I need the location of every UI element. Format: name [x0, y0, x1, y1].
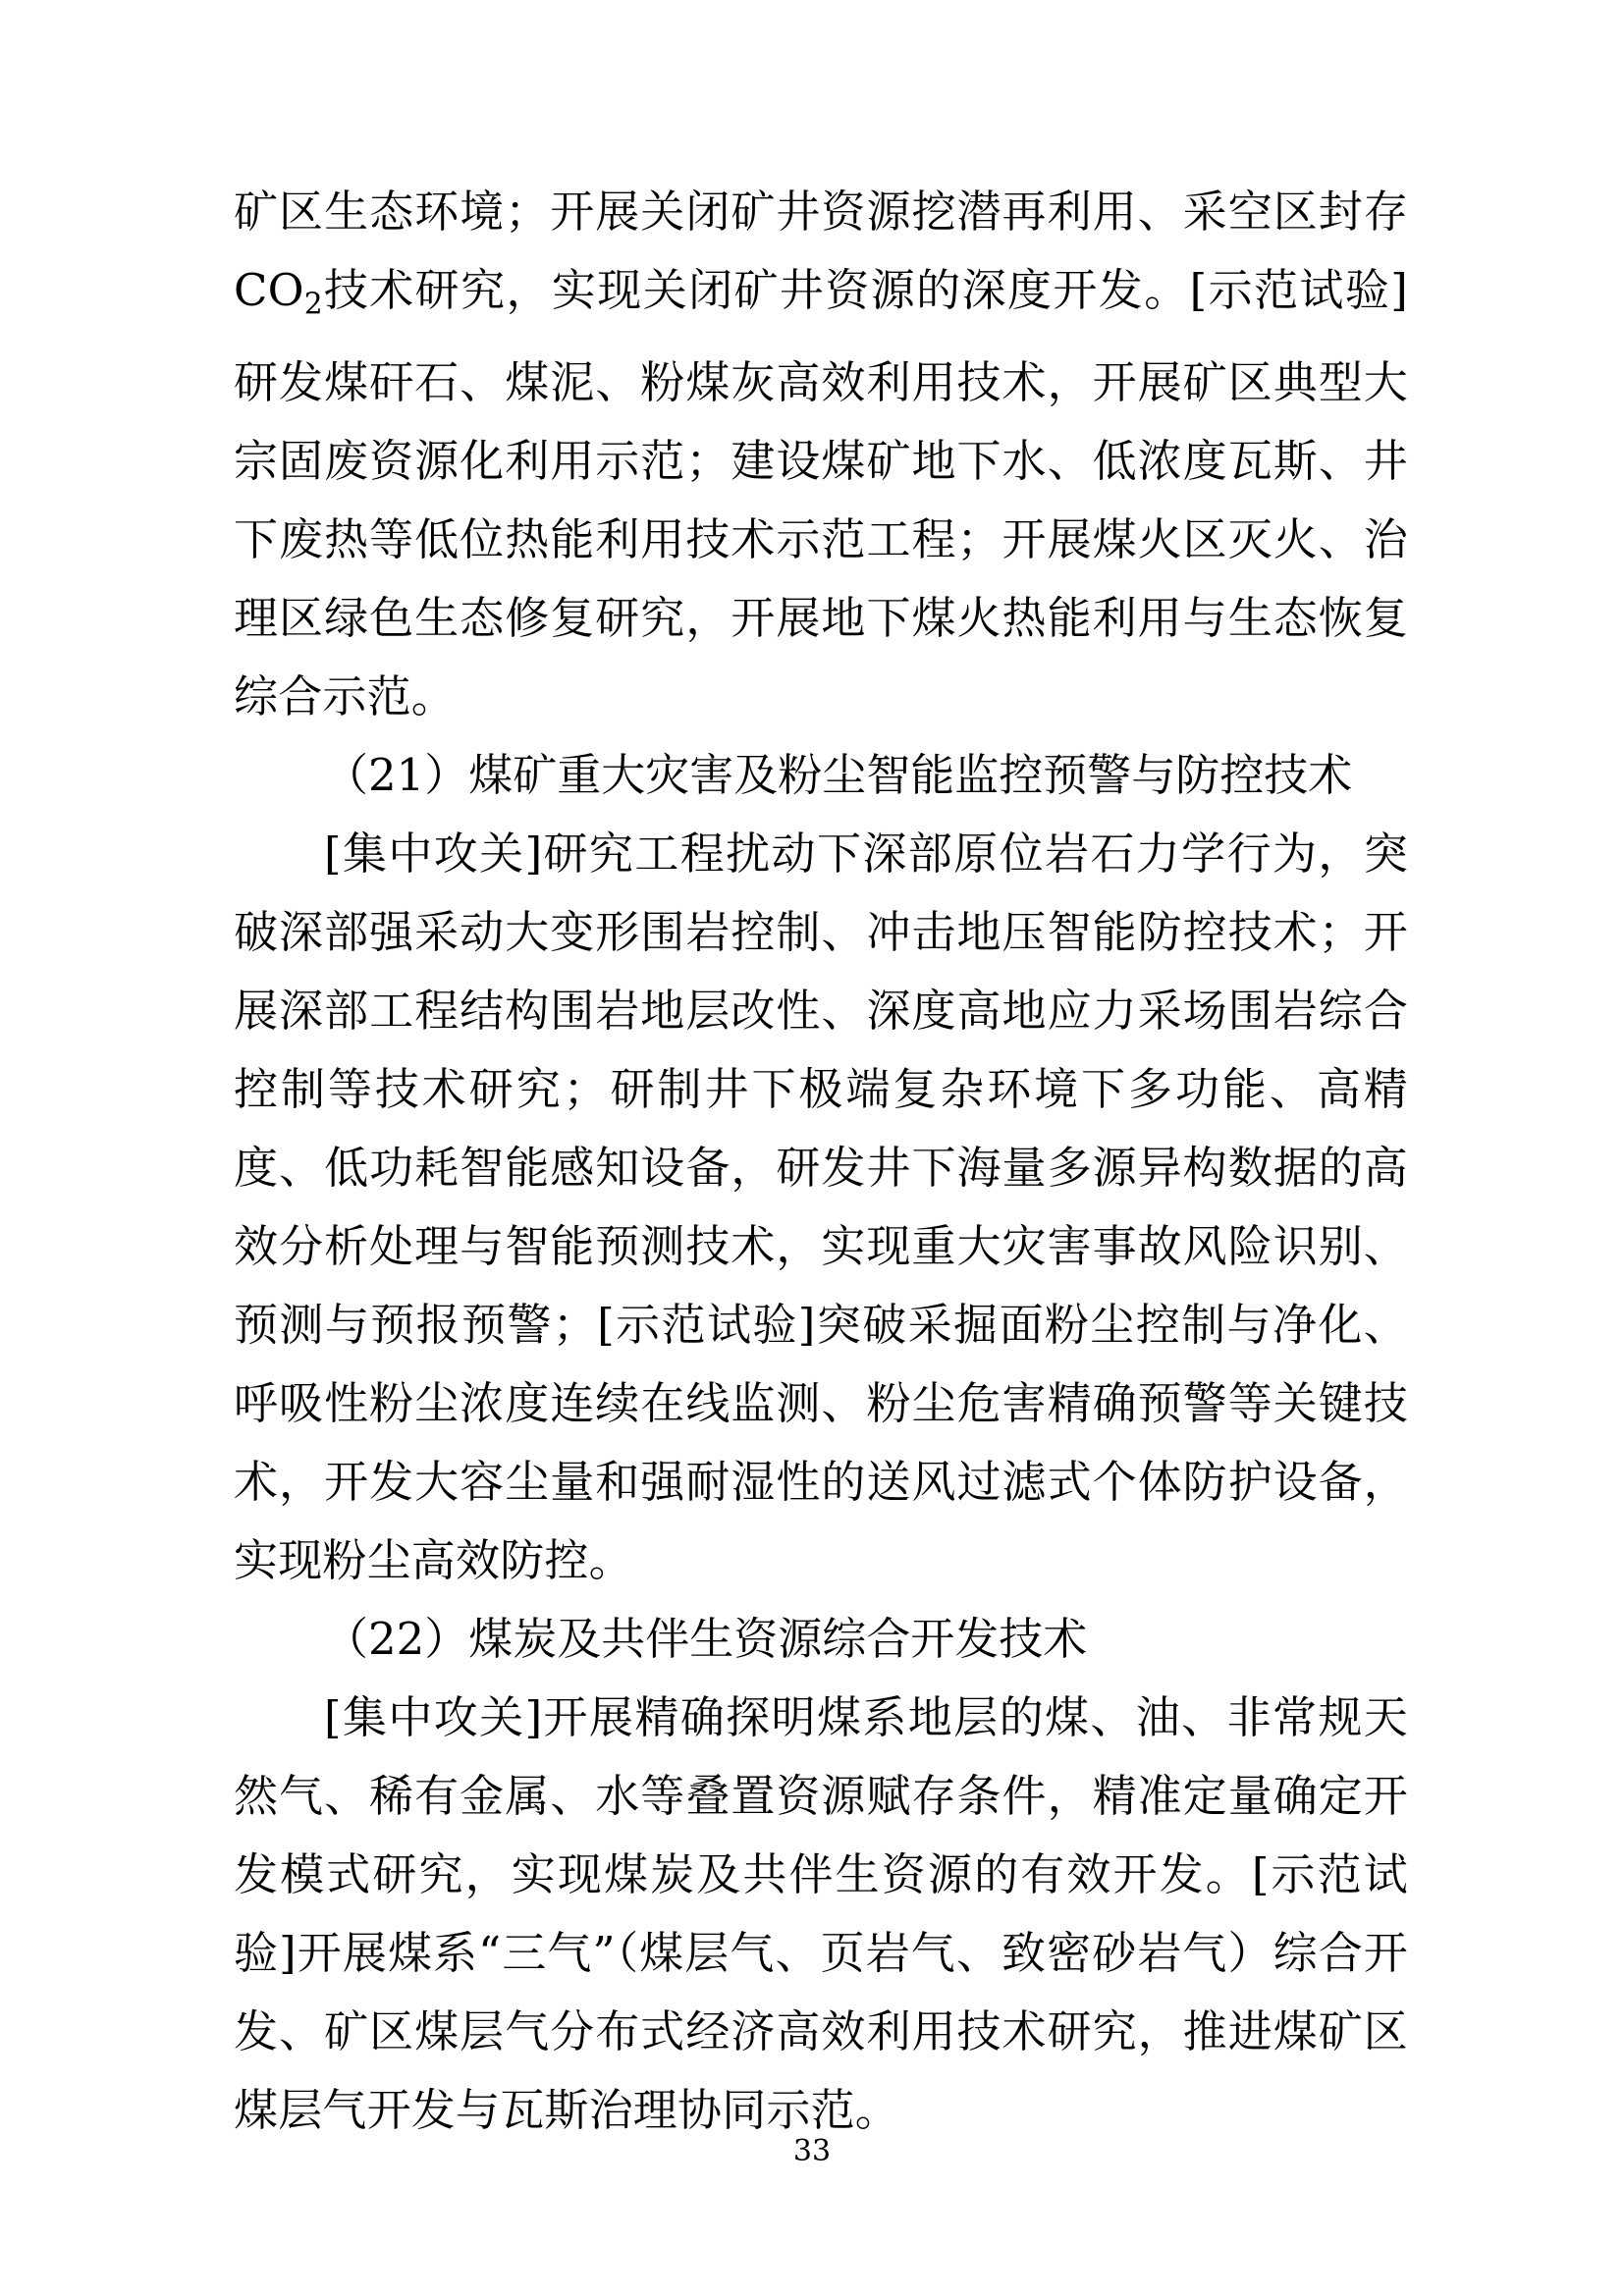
heading-21: （21）煤矿重大灾害及粉尘智能监控预警与防控技术: [324, 749, 1353, 802]
paragraph-text-part1: 矿区生态环境；开展关闭矿井资源挖潜再利用、采空区封存 CO: [234, 186, 1408, 316]
paragraph-22: [集中攻关]开展精确探明煤系地层的煤、油、非常规天然气、稀有金属、水等叠置资源赋存条件，精准定量确定开发模式研究，实现煤炭及共伴生资源的有效开发。[示范试验]开展煤系“三气”（煤层气、页岩气、致密砂岩气）综合开发、矿区煤层气分布式经济高效利用技术研究，推进煤矿区煤层气开发与瓦斯治理协同示范。: [234, 1691, 1408, 2137]
paragraph-text-part2: 技术研究，实现关闭矿井资源的深度开发。[示范试验]研发煤矸石、煤泥、粉煤灰高效利用技术，开展矿区典型大宗固废资源化利用示范；建设煤矿地下水、低浓度瓦斯、井下废热等低位热能利用技术示范工程；开展煤火区灭火、治理区绿色生态修复研究，开展地下煤火热能利用与生态恢复综合示范。: [234, 264, 1408, 723]
paragraph-continued-20: [234, 173, 1408, 736]
paragraph-21: [集中攻关]研究工程扰动下深部原位岩石力学行为，突破深部强采动大变形围岩控制、冲击地压智能防控技术；开展深部工程结构围岩地层改性、深度高地应力采场围岩综合控制等技术研究；研制井下极端复杂环境下多功能、高精度、低功耗智能感知设备，研发井下海量多源异构数据的高效分析处理与智能预测技术，实现重大灾害事故风险识别、预测与预报预警；[示范试验]突破采掘面粉尘控制与净化、呼吸性粉尘浓度连续在线监测、粉尘危害精确预警等关键技术，开发大容尘量和强耐湿性的送风过滤式个体防护设备，实现粉尘高效防控。: [234, 828, 1408, 1587]
heading-22: （22）煤炭及共伴生资源综合开发技术: [324, 1613, 1088, 1666]
co2-subscript: 2: [303, 287, 323, 322]
page-content: [234, 173, 1408, 2150]
page-number: 33: [792, 2134, 832, 2168]
